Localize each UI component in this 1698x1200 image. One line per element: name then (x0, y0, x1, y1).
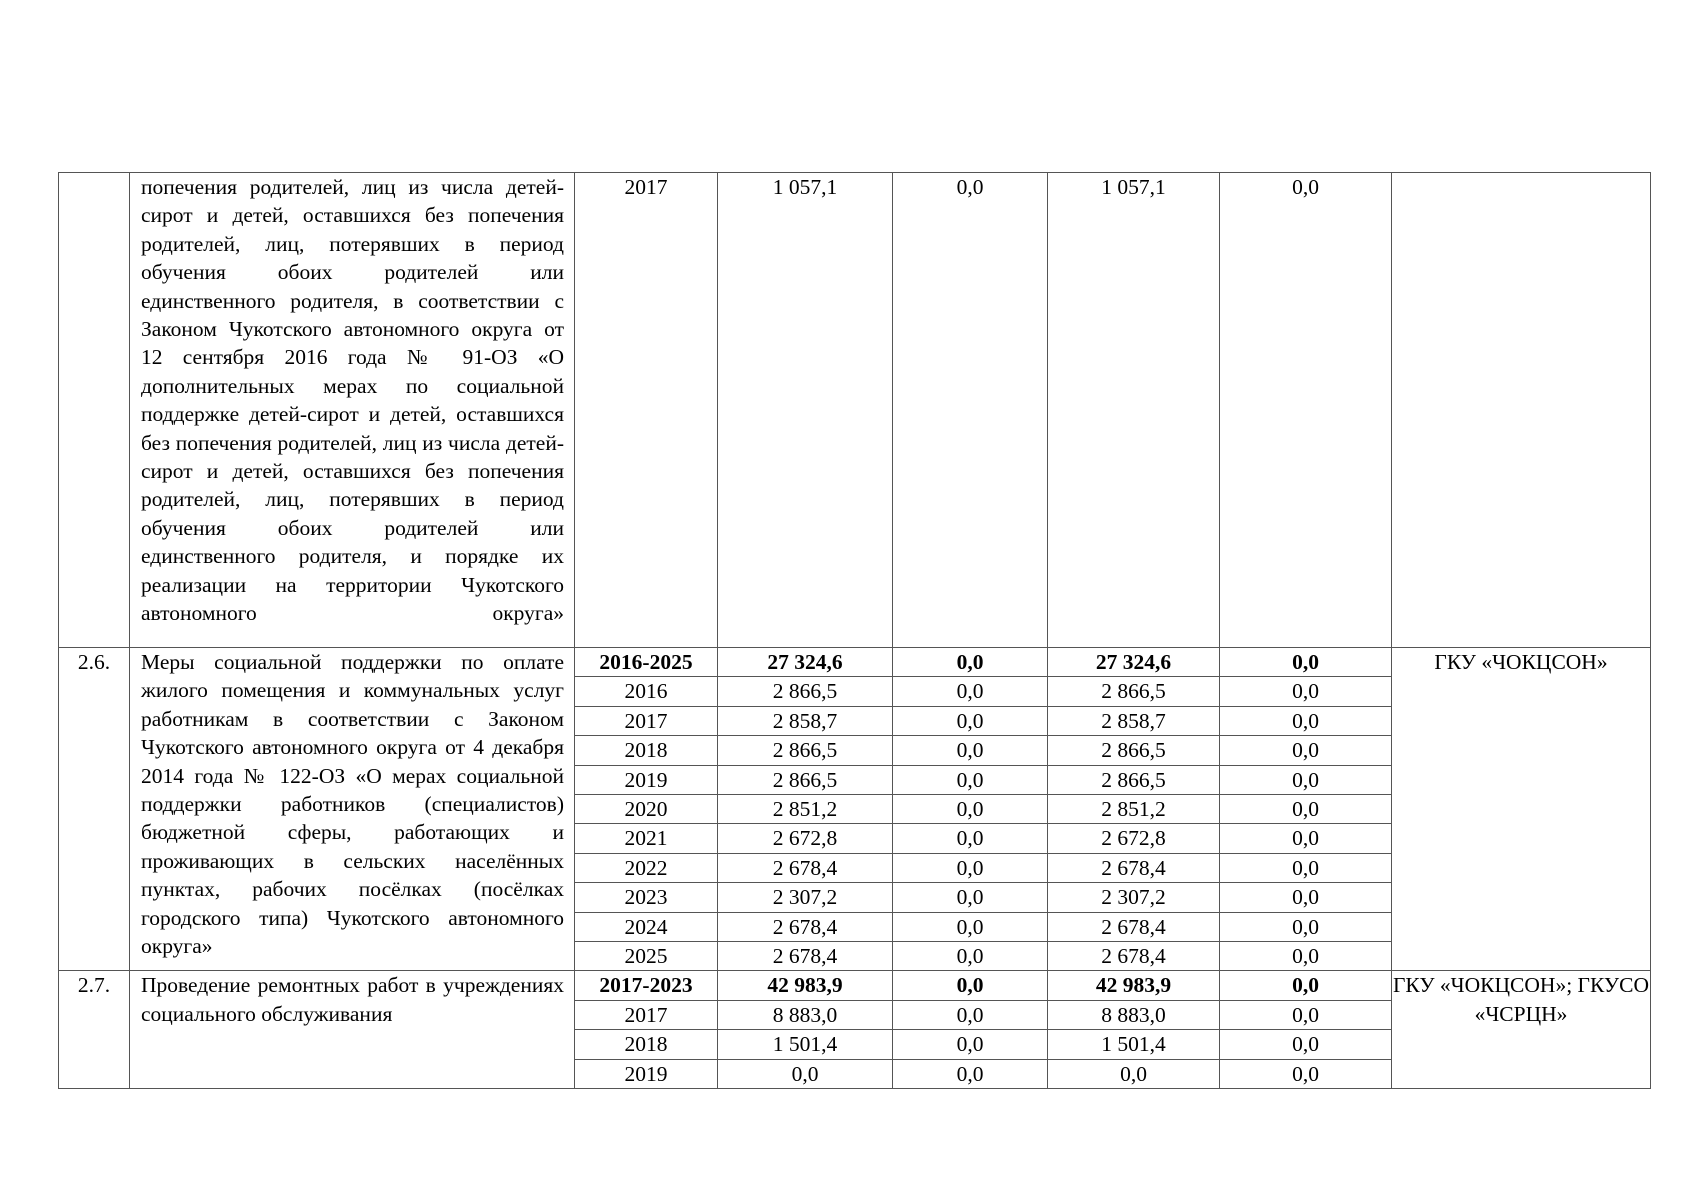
funding-cell-3: 0,0 (1220, 677, 1392, 706)
funding-cell-1: 0,0 (893, 173, 1048, 648)
funding-cell-1: 0,0 (893, 912, 1048, 941)
item-number-cell: 2.6. (59, 648, 130, 971)
funding-cell-2: 2 672,8 (1048, 824, 1220, 853)
year-cell: 2017-2023 (575, 971, 718, 1000)
program-activities-table (58, 172, 1651, 1089)
item-description-cell: попечения родителей, лиц из числа детей-сирот и детей, оставшихся без попечения родителей, лиц, потерявших в период обучения обоих родителей или единственного родителя, в соответствии с Законом Чукотского автономного округа от 12 сентября 2016 года № 91-ОЗ «О дополнительных мерах по социальной поддержке детей-сирот и детей, оставшихся без попечения родителей, лиц из числа детей-сирот и детей, оставшихся без попечения родителей, лиц, потерявших в период обучения обоих родителей или единственного родителя, и порядке их реализации на территории Чукотского автономного округа» (130, 173, 575, 648)
funding-cell-1: 0,0 (893, 1059, 1048, 1088)
funding-cell-3: 0,0 (1220, 795, 1392, 824)
funding-cell-1: 0,0 (893, 648, 1048, 677)
year-cell: 2018 (575, 736, 718, 765)
funding-cell-1: 0,0 (893, 824, 1048, 853)
funding-cell-3: 0,0 (1220, 971, 1392, 1000)
funding-cell-2: 1 057,1 (1048, 173, 1220, 648)
total-cell: 2 307,2 (718, 883, 893, 912)
funding-cell-1: 0,0 (893, 706, 1048, 735)
funding-cell-1: 0,0 (893, 795, 1048, 824)
funding-cell-3: 0,0 (1220, 1059, 1392, 1088)
funding-cell-1: 0,0 (893, 942, 1048, 971)
item-group-2-6 (59, 648, 1651, 971)
executor-cell: ГКУ «ЧОКЦСОН»; ГКУСО «ЧСРЦН» (1392, 971, 1651, 1089)
item-number-cell (59, 173, 130, 648)
funding-cell-2: 2 678,4 (1048, 912, 1220, 941)
funding-cell-2: 27 324,6 (1048, 648, 1220, 677)
year-cell: 2017 (575, 706, 718, 735)
funding-cell-2: 0,0 (1048, 1059, 1220, 1088)
year-cell: 2016-2025 (575, 648, 718, 677)
funding-cell-3: 0,0 (1220, 736, 1392, 765)
year-cell: 2017 (575, 173, 718, 648)
funding-cell-3: 0,0 (1220, 883, 1392, 912)
total-cell: 2 866,5 (718, 677, 893, 706)
total-cell: 0,0 (718, 1059, 893, 1088)
year-cell: 2023 (575, 883, 718, 912)
table-row-total (59, 648, 1651, 677)
funding-cell-2: 2 866,5 (1048, 765, 1220, 794)
table-row-total (59, 971, 1651, 1000)
funding-cell-1: 0,0 (893, 883, 1048, 912)
total-cell: 2 678,4 (718, 853, 893, 882)
funding-cell-1: 0,0 (893, 1000, 1048, 1029)
funding-cell-2: 2 866,5 (1048, 677, 1220, 706)
funding-cell-2: 8 883,0 (1048, 1000, 1220, 1029)
total-cell: 1 501,4 (718, 1030, 893, 1059)
year-cell: 2016 (575, 677, 718, 706)
funding-cell-2: 2 307,2 (1048, 883, 1220, 912)
funding-cell-1: 0,0 (893, 765, 1048, 794)
funding-cell-3: 0,0 (1220, 706, 1392, 735)
funding-cell-1: 0,0 (893, 853, 1048, 882)
funding-cell-1: 0,0 (893, 1030, 1048, 1059)
funding-cell-2: 2 866,5 (1048, 736, 1220, 765)
total-cell: 2 678,4 (718, 942, 893, 971)
total-cell: 2 866,5 (718, 765, 893, 794)
funding-cell-3: 0,0 (1220, 942, 1392, 971)
year-cell: 2025 (575, 942, 718, 971)
year-cell: 2017 (575, 1000, 718, 1029)
year-cell: 2022 (575, 853, 718, 882)
funding-cell-3: 0,0 (1220, 1000, 1392, 1029)
year-cell: 2024 (575, 912, 718, 941)
funding-cell-3: 0,0 (1220, 648, 1392, 677)
total-cell: 2 851,2 (718, 795, 893, 824)
funding-cell-2: 2 851,2 (1048, 795, 1220, 824)
total-cell: 8 883,0 (718, 1000, 893, 1029)
total-cell: 42 983,9 (718, 971, 893, 1000)
funding-cell-3: 0,0 (1220, 765, 1392, 794)
funding-cell-2: 42 983,9 (1048, 971, 1220, 1000)
item-number-cell: 2.7. (59, 971, 130, 1089)
funding-cell-2: 1 501,4 (1048, 1030, 1220, 1059)
funding-cell-2: 2 678,4 (1048, 942, 1220, 971)
total-cell: 2 672,8 (718, 824, 893, 853)
funding-cell-2: 2 858,7 (1048, 706, 1220, 735)
total-cell: 1 057,1 (718, 173, 893, 648)
item-description-cell: Проведение ремонтных работ в учреждениях социального обслуживания (130, 971, 575, 1089)
funding-cell-3: 0,0 (1220, 853, 1392, 882)
funding-cell-3: 0,0 (1220, 824, 1392, 853)
total-cell: 2 858,7 (718, 706, 893, 735)
total-cell: 27 324,6 (718, 648, 893, 677)
funding-cell-3: 0,0 (1220, 173, 1392, 648)
funding-cell-1: 0,0 (893, 736, 1048, 765)
item-group-2-7 (59, 971, 1651, 1089)
item-description-cell: Меры социальной поддержки по оплате жилого помещения и коммунальных услуг работникам в соответствии с Законом Чукотского автономного округа от 4 декабря 2014 года № 122-ОЗ «О мерах социальной поддержки работников (специалистов) бюджетной сферы, работающих и проживающих в сельских населённых пунктах, рабочих посёлках (посёлках городского типа) Чукотского автономного округа» (130, 648, 575, 971)
funding-cell-1: 0,0 (893, 971, 1048, 1000)
year-cell: 2019 (575, 1059, 718, 1088)
year-cell: 2018 (575, 1030, 718, 1059)
year-cell: 2019 (575, 765, 718, 794)
funding-cell-1: 0,0 (893, 677, 1048, 706)
table-row (59, 173, 1651, 648)
total-cell: 2 866,5 (718, 736, 893, 765)
funding-cell-2: 2 678,4 (1048, 853, 1220, 882)
funding-cell-3: 0,0 (1220, 1030, 1392, 1059)
funding-cell-3: 0,0 (1220, 912, 1392, 941)
year-cell: 2020 (575, 795, 718, 824)
total-cell: 2 678,4 (718, 912, 893, 941)
executor-cell: ГКУ «ЧОКЦСОН» (1392, 648, 1651, 971)
executor-cell (1392, 173, 1651, 648)
year-cell: 2021 (575, 824, 718, 853)
